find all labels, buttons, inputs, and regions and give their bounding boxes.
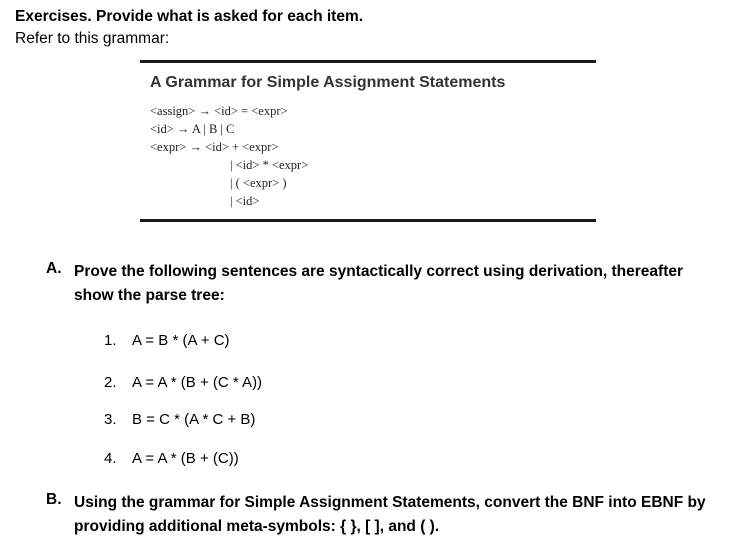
page-subtitle: Refer to this grammar:	[15, 30, 170, 47]
exercise-number: 3.	[104, 411, 117, 428]
grammar-rule-expr: <expr> → <id> + <expr>	[150, 140, 279, 154]
exercise-number: 2.	[104, 374, 117, 391]
exercise-sentence: A = B * (A + C)	[132, 332, 230, 349]
exercise-item-3	[104, 411, 255, 428]
exercise-item-1	[104, 332, 230, 349]
question-a-label: A.	[46, 260, 62, 277]
grammar-title: A Grammar for Simple Assignment Statements	[150, 74, 506, 91]
exercise-number: 1.	[104, 332, 117, 349]
question-b-text: Using the grammar for Simple Assignment Statements, convert the BNF into EBNF by providing additional meta-symbols: { }, [ ], and ( ).	[74, 494, 706, 535]
exercise-number: 4.	[104, 450, 117, 467]
exercise-item-2	[104, 374, 262, 391]
grammar-box	[140, 60, 596, 235]
grammar-rule-id: <id> → A | B | C	[150, 122, 235, 136]
grammar-rule-expr-alt-3: | <id>	[230, 194, 260, 208]
grammar-divider	[140, 219, 596, 222]
exercise-sentence: A = A * (B + (C))	[132, 450, 239, 467]
grammar-rule-assign: <assign> → <id> = <expr>	[150, 104, 288, 118]
grammar-rule-expr-alt-1: | <id> * <expr>	[230, 158, 309, 172]
grammar-rule-expr-alt-2: | ( <expr> )	[230, 176, 287, 190]
exercise-sentence: A = A * (B + (C * A))	[132, 374, 263, 391]
exercise-sentence: B = C * (A * C + B)	[132, 411, 256, 428]
exercise-item-4	[104, 450, 239, 467]
question-b-label: B.	[46, 491, 62, 508]
question-a-text: Prove the following sentences are syntactically correct using derivation, thereafter show the parse tree:	[74, 263, 684, 304]
page-title: Exercises. Provide what is asked for each item.	[15, 8, 364, 25]
